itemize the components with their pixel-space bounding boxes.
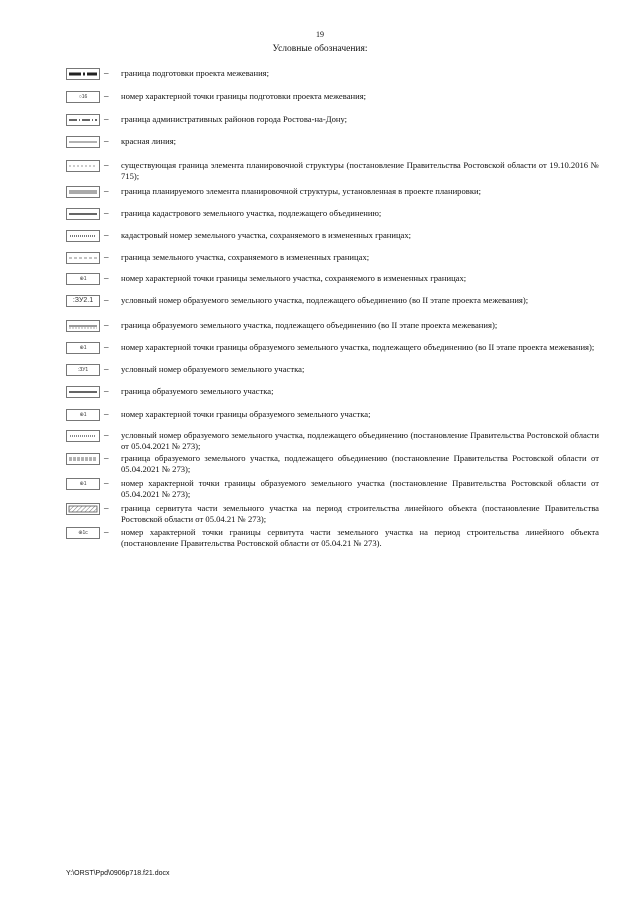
legend-symbol — [66, 208, 100, 220]
dash: – — [104, 230, 109, 240]
legend-symbol — [66, 430, 100, 442]
legend-text: граница подготовки проекта межевания; — [121, 68, 270, 78]
legend-symbol — [66, 136, 100, 148]
legend-symbol — [66, 503, 100, 515]
legend-text: граница административных районов города Ростова-на-Дону; — [121, 114, 348, 124]
dash: – — [104, 364, 109, 374]
legend-text: условный номер образуемого земельного участка, подлежащего объединению (постановление Правительства Ростовской области от 05.04.2021 № 273); — [121, 430, 599, 451]
legend-text: граница кадастрового земельного участка, подлежащего объединению; — [121, 208, 382, 218]
legend-heading: Условные обозначения: — [272, 44, 368, 54]
dash: – — [104, 252, 109, 262]
dash: – — [104, 409, 109, 419]
legend-text: номер характерной точки границы земельного участка, сохраняемого в измененных границах; — [121, 273, 467, 283]
page-number: 19 — [316, 30, 324, 39]
legend-symbol — [66, 186, 100, 198]
dash: – — [104, 114, 109, 124]
legend-symbol — [66, 252, 100, 264]
legend-symbol: :ЗУ2.1 — [66, 295, 100, 307]
legend-symbol: ⊕1 — [66, 342, 100, 354]
dash: – — [104, 160, 109, 170]
legend-symbol: ○16 — [66, 91, 100, 103]
legend-symbol — [66, 68, 100, 80]
dash: – — [104, 295, 109, 305]
legend-text: номер характерной точки границы образуемого земельного участка; — [121, 409, 371, 419]
dash: – — [104, 386, 109, 396]
dash: – — [104, 273, 109, 283]
legend-text: номер характерной точки границы сервитута части земельного участка на период строительства линейного объекта (постановление Правительства Ростовской области от 05.04.21 № 273). — [121, 527, 599, 548]
legend-symbol: ⊕1 — [66, 478, 100, 490]
dash: – — [104, 478, 109, 488]
legend-text: условный номер образуемого земельного участка, подлежащего объединению (во II этапе проекта межевания); — [121, 295, 529, 305]
legend-symbol — [66, 453, 100, 465]
legend-text: существующая граница элемента планировочной структуры (постановление Правительства Ростовской области от 19.10.2016 № 715); — [121, 160, 599, 181]
dash: – — [104, 430, 109, 440]
dash: – — [104, 91, 109, 101]
legend-text: номер характерной точки границы подготовки проекта межевания; — [121, 91, 367, 101]
legend-text: граница образуемого земельного участка, подлежащего объединению (во II этапе проекта межевания); — [121, 320, 498, 330]
legend-symbol: ⊕1 — [66, 273, 100, 285]
dash: – — [104, 342, 109, 352]
dash: – — [104, 68, 109, 78]
legend-symbol — [66, 160, 100, 172]
legend-text: граница образуемого земельного участка; — [121, 386, 274, 396]
legend-symbol: :ЗУ1 — [66, 364, 100, 376]
dash: – — [104, 208, 109, 218]
legend-text: кадастровый номер земельного участка, сохраняемого в измененных границах; — [121, 230, 412, 240]
legend-text: красная линия; — [121, 136, 177, 146]
legend-text: условный номер образуемого земельного участка; — [121, 364, 305, 374]
dash: – — [104, 136, 109, 146]
legend-symbol — [66, 114, 100, 126]
legend-text: номер характерной точки границы образуемого земельного участка (постановление Правительства Ростовской области от 05.04.2021 № 273); — [121, 478, 599, 499]
dash: – — [104, 503, 109, 513]
legend-text: граница образуемого земельного участка, подлежащего объединению (постановление Правительства Ростовской области от 05.04.2021 № 273); — [121, 453, 599, 474]
legend-symbol: ⊕1 — [66, 409, 100, 421]
legend-text: граница сервитута части земельного участка на период строительства линейного объекта (постановление Правительства Ростовской области от 05.04.21 № 273); — [121, 503, 599, 524]
legend-text: граница земельного участка, сохраняемого в измененных границах; — [121, 252, 370, 262]
dash: – — [104, 527, 109, 537]
legend-symbol — [66, 386, 100, 398]
legend-symbol — [66, 230, 100, 242]
legend-symbol: ⊕1с — [66, 527, 100, 539]
dash: – — [104, 186, 109, 196]
legend-text: граница планируемого элемента планировочной структуры, установленная в проекте планировки; — [121, 186, 481, 196]
legend-text: номер характерной точки границы образуемого земельного участка, подлежащего объединению (во II этапе проекта межевания); — [121, 342, 595, 352]
dash: – — [104, 453, 109, 463]
dash: – — [104, 320, 109, 330]
legend-symbol — [66, 320, 100, 332]
footer-file-path: Y:\ORST\Ppd\0906p718.f21.docx — [66, 870, 170, 877]
